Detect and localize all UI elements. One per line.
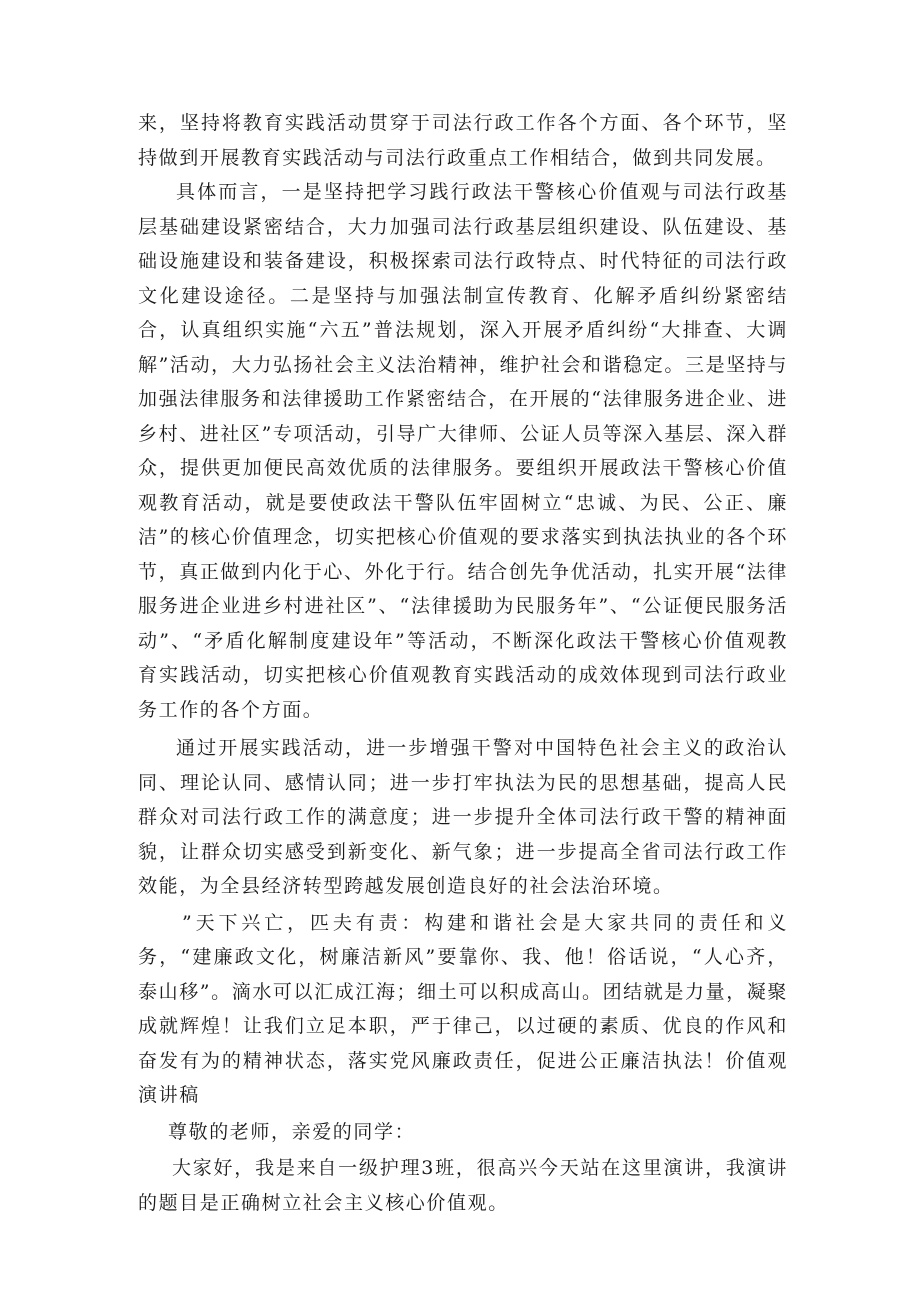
document-body xyxy=(138,106,788,1220)
paragraph-specifics: 具体而言，一是坚持把学习践行政法干警核心价值观与司法行政基层基础建设紧密结合，大力加强司法行政基层组织建设、队伍建设、基础设施建设和装备建设，积极探索司法行政特点、时代特征的司法行政文化建设途径。二是坚持与加强法制宣传教育、化解矛盾纠纷紧密结合，认真组织实施“六五”普法规划，深入开展矛盾纠纷“大排查、大调解”活动，大力弘扬社会主义法治精神，维护社会和谐稳定。三是坚持与加强法律服务和法律援助工作紧密结合，在开展的“法律服务进企业、进乡村、进社区”专项活动，引导广大律师、公证人员等深入基层、深入群众，提供更加便民高效优质的法律服务。要组织开展政法干警核心价值观教育活动，就是要使政法干警队伍牢固树立“忠诚、为民、公正、廉洁”的核心价值理念，切实把核心价值观的要求落实到执法执业的各个环节，真正做到内化于心、外化于行。结合创先争优活动，扎实开展“法律服务进企业进乡村进社区”、“法律援助为民服务年”、“公证便民服务活动”、“矛盾化解制度建设年”等活动，不断深化政法干警核心价值观教育实践活动，切实把核心价值观教育实践活动的成效体现到司法行政业务工作的各个方面。 xyxy=(138,181,788,721)
paragraph-goals: 通过开展实践活动，进一步增强干警对中国特色社会主义的政治认同、理论认同、感情认同；进一步打牢执法为民的思想基础，提高人民群众对司法行政工作的满意度；进一步提升全体司法行政干警的精神面貌，让群众切实感受到新变化、新气象；进一步提高全省司法行政工作效能，为全县经济转型跨越发展创造良好的社会法治环境。 xyxy=(138,737,788,897)
speech-opening: 大家好，我是来自一级护理3班，很高兴今天站在这里演讲，我演讲的题目是正确树立社会主义核心价值观。 xyxy=(138,1157,788,1214)
speech-salutation: 尊敬的老师，亲爱的同学： xyxy=(168,1120,416,1143)
paragraph-closing: ”天下兴亡，匹夫有责：构建和谐社会是大家共同的责任和义务，“建廉政文化，树廉洁新风”要靠你、我、他！俗话说，“人心齐，泰山移”。滴水可以汇成江海；细土可以积成高山。团结就是力量，凝聚成就辉煌！让我们立足本职，严于律己，以过硬的素质、优良的作风和奋发有为的精神状态，落实党风廉政责任，促进公正廉洁执法！价值观演讲稿 xyxy=(138,911,788,1106)
paragraph-continuation: 来，坚持将教育实践活动贯穿于司法行政工作各个方面、各个环节，坚持做到开展教育实践活动与司法行政重点工作相结合，做到共同发展。 xyxy=(138,112,788,169)
